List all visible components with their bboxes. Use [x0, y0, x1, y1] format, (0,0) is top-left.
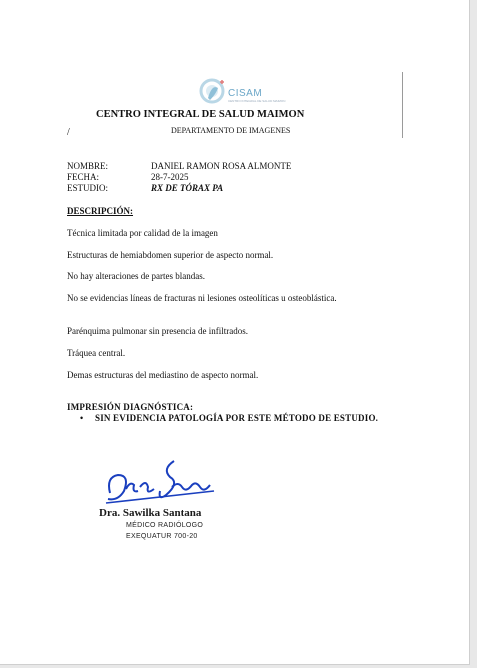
finding-paragraph: Técnica limitada por calidad de la imagen	[67, 228, 218, 238]
patient-name-label: NOMBRE:	[67, 161, 109, 171]
finding-paragraph: Parénquima pulmonar sin presencia de infiltrados.	[67, 326, 248, 336]
slash-mark: /	[67, 127, 70, 138]
margin-rule	[402, 72, 403, 138]
impression-title: IMPRESIÓN DIAGNÓSTICA:	[67, 402, 194, 412]
patient-name-value: DANIEL RAMON ROSA ALMONTE	[151, 161, 292, 171]
signer-name: Dra. Sawilka Santana	[99, 507, 202, 519]
finding-paragraph: Tráquea central.	[67, 348, 126, 358]
finding-paragraph: Estructuras de hemiabdomen superior de aspecto normal.	[67, 250, 274, 260]
handwritten-signature	[100, 455, 220, 510]
scrollbar-track[interactable]	[470, 0, 477, 668]
impression-item	[80, 413, 378, 423]
description-title: DESCRIPCIÓN:	[67, 206, 134, 216]
department-name: DEPARTAMENTO DE IMAGENES	[171, 126, 291, 135]
date-row	[67, 172, 189, 182]
finding-paragraph: No hay alteraciones de partes blandas.	[67, 271, 205, 281]
finding-paragraph: Demas estructuras del mediastino de aspecto normal.	[67, 370, 259, 380]
date-label: FECHA:	[67, 172, 100, 182]
signer-exequatur: EXEQUATUR 700-20	[126, 533, 198, 540]
logo-text: CISAM	[228, 88, 263, 99]
patient-name-row	[67, 161, 291, 171]
signer-role: MÉDICO RADIÓLOGO	[126, 522, 204, 529]
bullet-icon: •	[80, 413, 84, 423]
logo-subtext: CENTRO INTEGRAL DE SALUD MAIMON	[228, 99, 286, 103]
impression-item-text: SIN EVIDENCIA PATOLOGÍA POR ESTE MÉTODO DE ESTUDIO.	[95, 413, 379, 423]
study-label: ESTUDIO:	[67, 183, 108, 193]
study-row	[67, 183, 223, 193]
org-name: CENTRO INTEGRAL DE SALUD MAIMON	[96, 109, 305, 120]
date-value: 28-7-2025	[151, 172, 189, 182]
finding-paragraph: No se evidencias líneas de fracturas ni lesiones osteolíticas u osteoblástica.	[67, 293, 337, 303]
study-value: RX DE TÓRAX PA	[151, 183, 224, 193]
